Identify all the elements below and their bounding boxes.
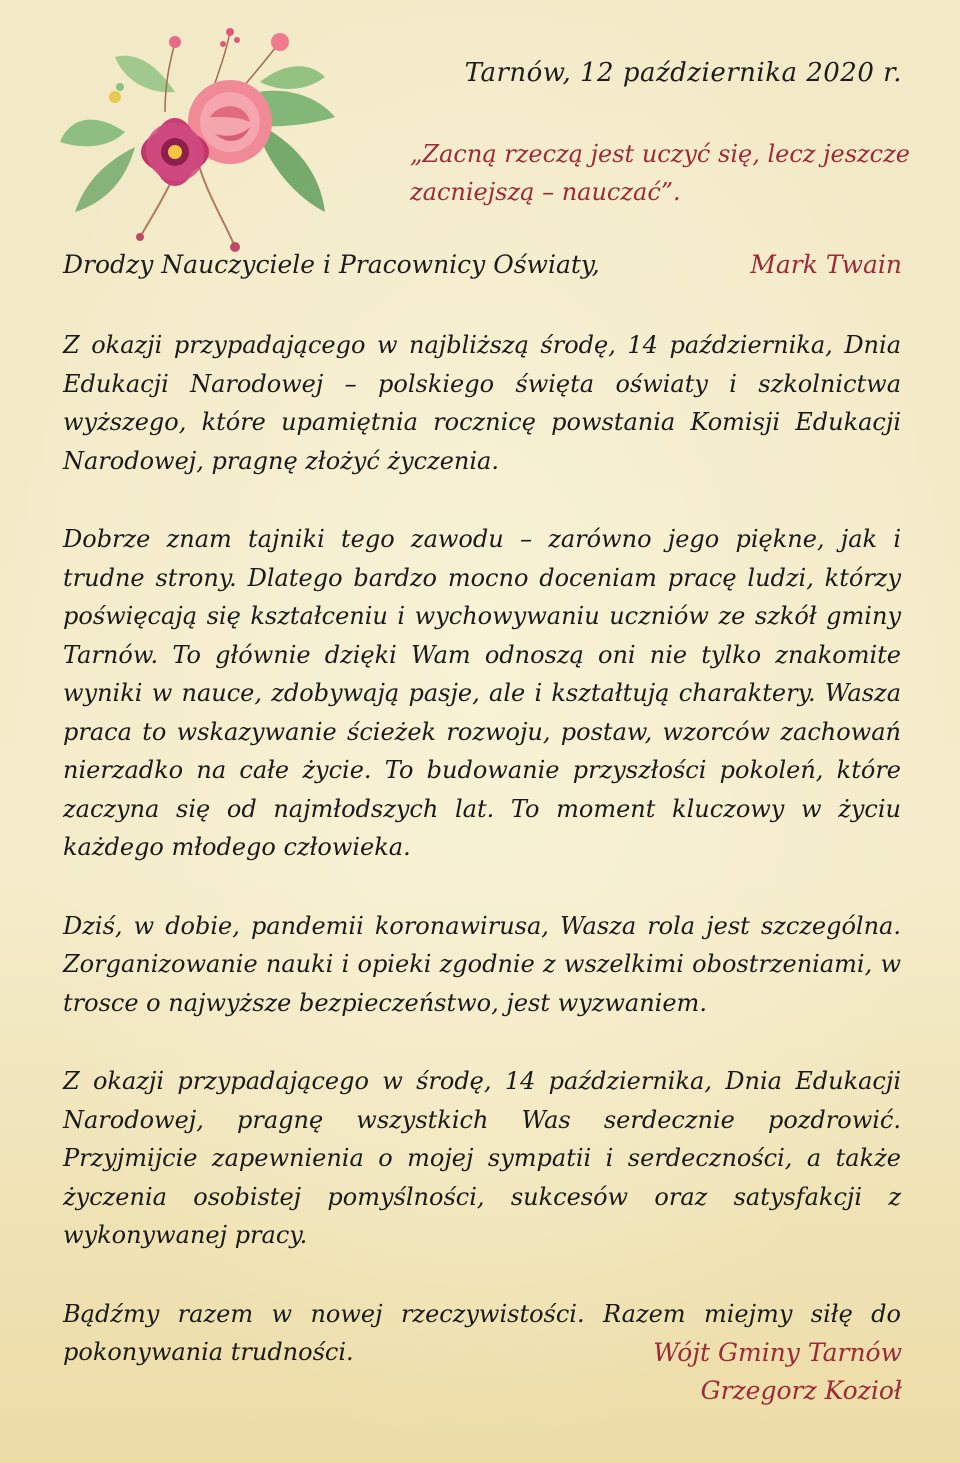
letter-greeting: Drodzy Nauczyciele i Pracownicy Oświaty, [63,250,600,279]
signature-name: Grzegorz Kozioł [700,1376,902,1405]
paragraph: Z okazji przypadającego w środę, 14 października, Dnia Edukacji Narodowej, pragnę wszystkich Was serdecznie pozdrowić. Przyjmijcie zapewnienia o mojej sympatii i serdeczności, a także życzenia osobistej pomyślności, sukcesów oraz satysfakcji z wykonywanej pracy. [63,1067,901,1249]
paragraph: Z okazji przypadającego w najbliższą środę, 14 października, Dnia Edukacji Narodowej – polskiego święta oświaty i szkolnictwa wyższego, które upamiętnia rocznicę powstania Komisji Edukacji Narodowej, pragnę złożyć życzenia. [63,331,901,475]
letter-body [63,326,901,1412]
paragraph: Dziś, w dobie, pandemii koronawirusa, Wasza rola jest szczególna. Zorganizowanie nauki i opieki zgodnie z wszelkimi obostrzeniami, w trosce o najwyższe bezpieczeństwo, jest wyzwaniem. [63,911,901,1017]
paragraph: Bądźmy razem w nowej rzeczywistości. Razem miejmy siłę do pokonywania trudności. [63,1299,901,1366]
flower-bouquet-icon [55,22,345,252]
letter-date: Tarnów, 12 października 2020 r. [464,58,902,88]
paragraph: Dobrze znam tajniki tego zawodu – zarówno jego piękne, jak i trudne strony. Dlatego bardzo mocno doceniam pracę ludzi, którzy poświęcają się kształceniu i wychowywaniu uczniów ze szkół gminy Tarnów. To głównie dzięki Wam odnoszą oni nie tylko znakomite wyniki w nauce, zdobywają pasje, ale i kształtują charaktery. Wasza praca to wskazywanie ścieżek rozwoju, postaw, wzorców zachowań nierzadko na całe życie. To budowanie przyszłości pokoleń, które zaczyna się od najmłodszych lat. To moment kluczowy w życiu każdego młodego człowieka. [63,525,901,861]
quote-author: Mark Twain [750,250,902,279]
signature-block [653,1334,902,1410]
signature-title: Wójt Gminy Tarnów [653,1338,902,1367]
epigraph-quote: „Zacną rzeczą jest uczyć się, lecz jeszcze zacniejszą – nauczać”. [410,140,910,206]
